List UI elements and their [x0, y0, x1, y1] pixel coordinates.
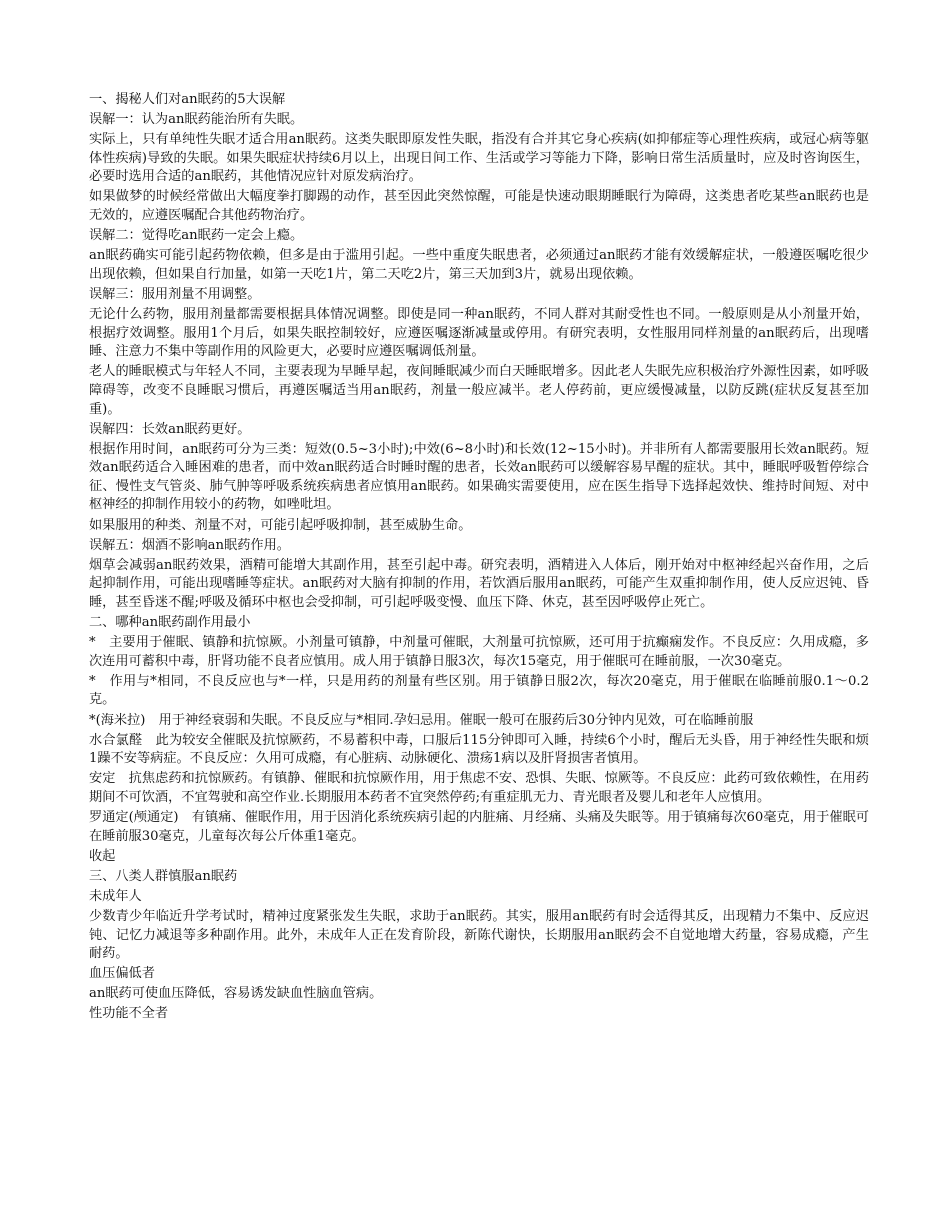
paragraph: 无论什么药物，服用剂量都需要根据具体情况调整。即使是同一种an眠药，不同人群对其耐受性也不同。一般原则是从小剂量开始，根据疗效调整。服用1个月后，如果失眠控制较好，应遵医嘱逐渐减量或停用。有研究表明，女性服用同样剂量的an眠药后，出现嗜睡、注意力不集中等副作用的风险更大，必要时应遵医嘱调低剂量。 [89, 307, 869, 360]
drug-entry: 罗通定(颅通定) 有镇痛、催眠作用，用于因消化系统疾病引起的内脏痛、月经痛、头痛及失眠等。用于镇痛每次60毫克，用于催眠可在睡前服30毫克，儿童每次每公斤体重1毫克。 [89, 809, 869, 844]
paragraph: 烟草会减弱an眠药效果，酒精可能增大其副作用，甚至引起中毒。研究表明，酒精进入人体后，刚开始对中枢神经起兴奋作用，之后起抑制作用，可能出现嗜睡等症状。an眠药对大脑有抑制的作用，若饮酒后服用an眠药，可能产生双重抑制作用，使人反应迟钝、昏睡，甚至昏迷不醒;呼吸及循环中枢也会受抑制，可引起呼吸变慢、血压下降、休克，甚至因呼吸停止死亡。 [89, 557, 869, 610]
paragraph: 少数青少年临近升学考试时，精神过度紧张发生失眠，求助于an眠药。其实，服用an眠药有时会适得其反，出现精力不集中、反应迟钝、记忆力减退等多种副作用。此外，未成年人正在发育阶段，新陈代谢快，长期服用an眠药会不自觉地增大药量，容易成瘾，产生耐药。 [89, 908, 869, 962]
collapse-text: 收起 [89, 848, 116, 864]
group-heading-low-blood-pressure: 血压偏低者 [89, 966, 155, 982]
drug-entry: 安定 抗焦虑药和抗惊厥药。有镇静、催眠和抗惊厥作用，用于焦虑不安、恐惧、失眠、惊厥等。不良反应：此药可致依赖性，在用药期间不可饮酒，不宜驾驶和高空作业.长期服用本药者不宜突然停药;有重症肌无力、青光眼者及婴儿和老年人应慎用。 [89, 771, 869, 805]
section-heading-1: 一、揭秘人们对an眠药的5大误解 [89, 92, 286, 107]
myth-heading-1: 误解一：认为an眠药能治所有失眠。 [89, 112, 304, 128]
group-heading-minors: 未成年人 [89, 888, 142, 904]
myth-heading-4: 误解四：长效an眠药更好。 [89, 421, 251, 437]
drug-entry: 水合氯醛 此为较安全催眠及抗惊厥药，不易蓄积中毒，口服后115分钟即可入睡，持续6个小时，醒后无头昏，用于神经性失眠和烦1躁不安等病症。不良反应：久用可成瘾，有心脏病、动脉硬化、溃疡1病以及肝肾损害者慎用。 [89, 732, 869, 767]
section-heading-3: 三、八类人群慎服an眠药 [89, 868, 238, 884]
paragraph: 根据作用时间，an眠药可分为三类：短效(0.5~3小时);中效(6~8小时)和长效(12~15小时)。并非所有人都需要服用长效an眠药。短效an眠药适合入睡困难的患者，而中效an眠药适合时睡时醒的患者，长效an眠药可以缓解容易早醒的症状。其中，睡眠呼吸暂停综合征、慢性支气管炎、肺气肿等呼吸系统疾病患者应慎用an眠药。如果确实需要使用，应在医生指导下选择起效快、维持时间短、对中枢神经的抑制作用较小的药物，如唑吡坦。 [89, 441, 869, 513]
paragraph: 老人的睡眠模式与年轻人不同，主要表现为早睡早起，夜间睡眠减少而白天睡眠增多。因此老人失眠先应积极治疗外源性因素，如呼吸障碍等，改变不良睡眠习惯后，再遵医嘱适当用an眠药，剂量一般应减半。老人停药前，更应缓慢减量，以防反跳(症状反复甚至加重)。 [89, 364, 869, 417]
myth-heading-3: 误解三：服用剂量不用调整。 [89, 286, 261, 302]
paragraph: 如果做梦的时候经常做出大幅度拳打脚踢的动作，甚至因此突然惊醒，可能是快速动眼期睡眠行为障碍，这类患者吃某些an眠药也是无效的，应遵医嘱配合其他药物治疗。 [89, 189, 869, 224]
paragraph: an眠药确实可能引起药物依赖，但多是由于滥用引起。一些中重度失眠患者，必须通过an眠药才能有效缓解症状，一般遵医嘱吃很少出现依赖，但如果自行加量，如第一天吃1片，第二天吃2片，第三天加到3片，就易出现依赖。 [89, 248, 869, 282]
myth-heading-2: 误解二：觉得吃an眠药一定会上瘾。 [89, 228, 304, 244]
paragraph: an眠药可使血压降低，容易诱发缺血性脑血管病。 [89, 986, 383, 1002]
drug-entry: * 主要用于催眠、镇静和抗惊厥。小剂量可镇静，中剂量可催眠，大剂量可抗惊厥，还可用于抗癫痫发作。不良反应：久用成瘾，多次连用可蓄积中毒，肝肾功能不良者应慎用。成人用于镇静日服3次，每次15毫克，用于催眠可在睡前服，一次30毫克。 [89, 635, 869, 669]
document-body [89, 91, 869, 1026]
group-heading-sexual-dysfunction: 性功能不全者 [89, 1006, 169, 1022]
myth-heading-5: 误解五：烟酒不影响an眠药作用。 [89, 537, 290, 553]
paragraph: 如果服用的种类、剂量不对，可能引起呼吸抑制，甚至威胁生命。 [89, 517, 472, 533]
paragraph: 实际上，只有单纯性失眠才适合用an眠药。这类失眠即原发性失眠，指没有合并其它身心疾病(如抑郁症等心理性疾病，或冠心病等躯体性疾病)导致的失眠。如果失眠症状持续6月以上，出现日间工作、生活或学习等能力下降，影响日常生活质量时，应及时咨询医生，必要时选用合适的an眠药，其他情况应针对原发病治疗。 [89, 132, 869, 185]
section-heading-2: 二、哪种an眠药副作用最小 [89, 615, 251, 631]
drug-entry: * 作用与*相同，不良反应也与*一样，只是用药的剂量有些区别。用于镇静日服2次，每次20毫克，用于催眠在临睡前服0.1～0.2克。 [89, 673, 869, 708]
drug-entry: *(海米拉) 用于神经衰弱和失眠。不良反应与*相同.孕妇忌用。催眠一般可在服药后30分钟内见效，可在临睡前服 [89, 712, 754, 728]
